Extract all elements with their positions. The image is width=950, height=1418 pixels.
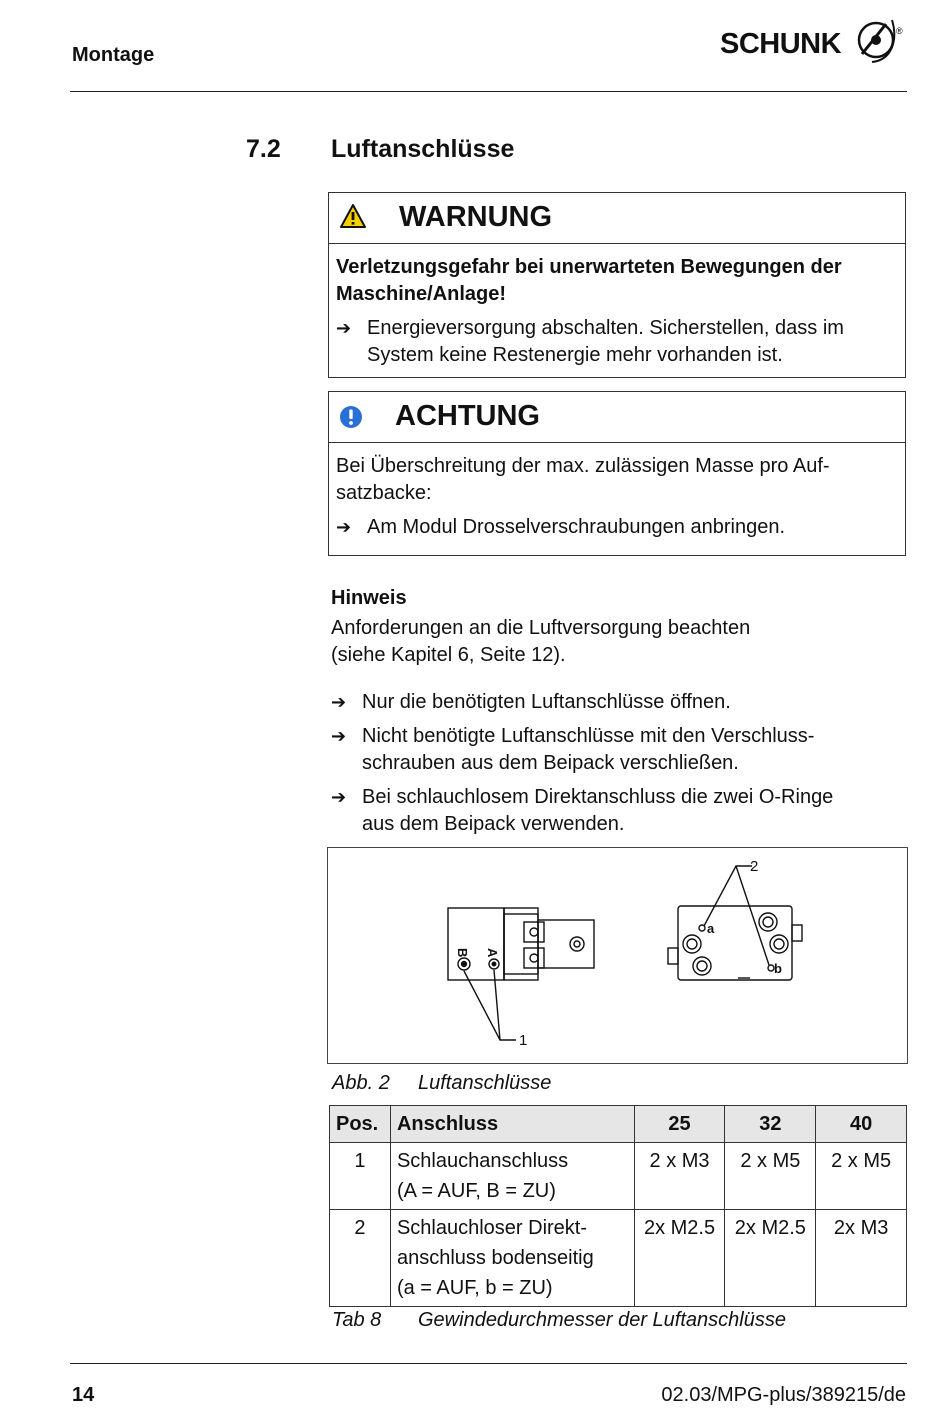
step-1-text: Nur die benötigten Luftanschlüsse öffnen. — [362, 691, 731, 713]
warning-action — [336, 315, 897, 369]
table-header-row — [330, 1106, 907, 1143]
document-id: 02.03/MPG-plus/389215/de — [661, 1384, 906, 1406]
warning-lead-line-2: Maschine/Anlage! — [336, 283, 507, 305]
figure-caption-number: Abb. 2 — [332, 1072, 390, 1094]
logo-text: SCHUNK — [720, 28, 842, 60]
arrow-right-icon: ➔ — [336, 318, 352, 338]
table-row — [330, 1143, 907, 1210]
callout-1-label: 1 — [519, 1032, 528, 1049]
figure-air-connections — [327, 847, 908, 1064]
callout-2-label: 2 — [750, 858, 759, 875]
warning-header — [329, 193, 905, 244]
arrow-right-icon: ➔ — [336, 517, 352, 537]
warning-title: WARNUNG — [399, 201, 553, 233]
warning-action-line-2: System keine Restenergie mehr vorhanden ist. — [367, 344, 783, 366]
schunk-logo — [720, 10, 910, 68]
section-number: 7.2 — [246, 135, 281, 163]
cell-connection — [390, 1143, 634, 1210]
port-B-label: B — [455, 948, 470, 958]
step-2-text-line-1: Nicht benötigte Luftanschlüsse mit den Verschluss- — [362, 725, 815, 747]
header-section-title: Montage — [72, 44, 155, 66]
arrow-right-icon: ➔ — [331, 726, 347, 746]
caution-action-text: Am Modul Drosselverschraubungen anbringen. — [367, 516, 786, 538]
cell-size-40: 2 x M5 — [816, 1143, 907, 1210]
section-title: Luftanschlüsse — [331, 135, 515, 163]
cell-size-32: 2 x M5 — [725, 1143, 816, 1210]
note-text-line-2: (siehe Kapitel 6, Seite 12). — [331, 644, 566, 666]
thread-diameter-table — [329, 1105, 907, 1307]
table-caption-title: Gewindedurchmesser der Luftanschlüsse — [418, 1309, 786, 1331]
cell-size-25: 2 x M3 — [634, 1143, 725, 1210]
caution-box — [328, 391, 906, 556]
col-header-pos: Pos. — [330, 1106, 391, 1143]
air-connections-drawing — [328, 848, 907, 1063]
cell-connection-line-1: Schlauchloser Direkt- — [396, 1217, 588, 1239]
arrow-right-icon: ➔ — [331, 787, 347, 807]
exclamation-circle-icon — [339, 404, 365, 430]
cell-connection-line-1: Schlauchanschluss — [396, 1150, 569, 1172]
cell-connection — [390, 1210, 634, 1307]
cell-pos: 1 — [330, 1143, 391, 1210]
port-A-label: A — [485, 948, 500, 958]
caution-title: ACHTUNG — [395, 400, 540, 432]
caution-text-line-1: Bei Überschreitung der max. zulässigen Masse pro Auf- — [336, 455, 830, 477]
list-item — [331, 784, 891, 838]
port-a-label: a — [707, 921, 715, 936]
warning-box — [328, 192, 906, 378]
figure-caption-title: Luftanschlüsse — [418, 1072, 552, 1094]
col-header-size-25: 25 — [634, 1106, 725, 1143]
header-rule — [70, 91, 907, 92]
caution-header — [329, 392, 905, 443]
caution-action — [336, 514, 897, 541]
cell-pos: 2 — [330, 1210, 391, 1307]
cell-size-25: 2x M2.5 — [634, 1210, 725, 1307]
cell-size-40: 2x M3 — [816, 1210, 907, 1307]
footer-rule — [70, 1363, 907, 1364]
port-b-label: b — [774, 961, 782, 976]
step-list — [331, 689, 891, 838]
step-2-text-line-2: schrauben aus dem Beipack verschließen. — [362, 752, 739, 774]
warning-action-line-1: Energieversorgung abschalten. Sicherstellen, dass im — [367, 317, 844, 339]
cell-connection-line-2: (A = AUF, B = ZU) — [396, 1180, 556, 1202]
arrow-right-icon: ➔ — [331, 692, 347, 712]
step-3-text-line-1: Bei schlauchlosem Direktanschluss die zwei O-Ringe — [362, 786, 834, 808]
warning-lead-line-1: Verletzungsgefahr bei unerwarteten Bewegungen der — [336, 256, 842, 278]
cell-connection-line-3: (a = AUF, b = ZU) — [396, 1277, 553, 1299]
logo-swirl-icon — [848, 10, 908, 68]
note-label: Hinweis — [331, 587, 407, 609]
step-3-text-line-2: aus dem Beipack verwenden. — [362, 813, 625, 835]
note-text-line-1: Anforderungen an die Luftversorgung beachten — [331, 617, 751, 639]
cell-size-32: 2x M2.5 — [725, 1210, 816, 1307]
col-header-connection: Anschluss — [390, 1106, 634, 1143]
caution-text-line-2: satzbacke: — [336, 482, 432, 504]
page-number: 14 — [72, 1384, 95, 1406]
table-row — [330, 1210, 907, 1307]
list-item — [331, 689, 891, 716]
col-header-size-40: 40 — [816, 1106, 907, 1143]
svg-text:®: ® — [896, 26, 903, 36]
cell-connection-line-2: anschluss bodenseitig — [396, 1247, 594, 1269]
col-header-size-32: 32 — [725, 1106, 816, 1143]
list-item — [331, 723, 891, 777]
table-caption-number: Tab 8 — [332, 1309, 382, 1331]
warning-triangle-icon — [339, 203, 367, 229]
